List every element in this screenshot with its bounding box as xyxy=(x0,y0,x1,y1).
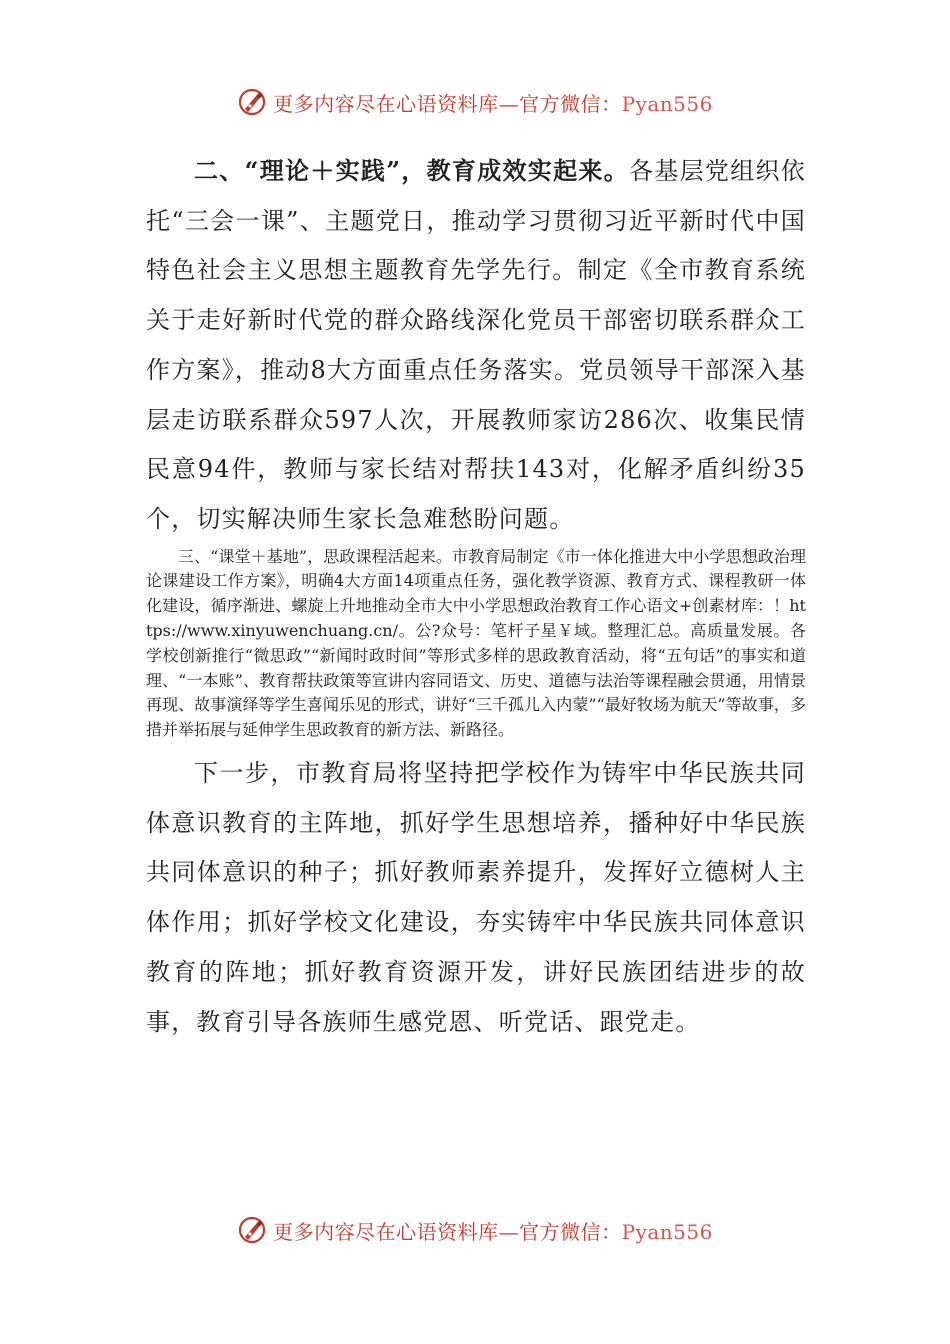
header-banner-cn: 更多内容尽在心语资料库—官方微信： xyxy=(273,91,622,116)
paragraph-body: 各基层党组织依托“三会一课”、主题党日，推动学习贯彻习近平新时代中国特色社会主义思想主题教育先学先行。制定《全市教育系统关于走好新时代党的群众路线深化党员干部密切联系群众工作方案》，推动8大方面重点任务落实。党员领导干部深入基层走访联系群众597人次，开展教师家访286次、收集民情民意94件，教师与家长结对帮扶143对，化解矛盾纠纷35个，切实解决师生家长急难愁盼问题。 xyxy=(146,157,806,533)
footer-banner xyxy=(0,1210,950,1250)
paragraph-lead-heading: 二、“理论＋实践”，教育成效实起来。 xyxy=(194,156,629,185)
header-banner-brand: Pyan556 xyxy=(621,91,713,116)
paragraph-next-step: 下一步，市教育局将坚持把学校作为铸牢中华民族共同体意识教育的主阵地，抓好学生思想培养，播种好中华民族共同体意识的种子；抓好教师素养提升，发挥好立德树人主体作用；抓好学校文化建设，夯实铸牢中华民族共同体意识教育的阵地；抓好教育资源开发，讲好民族团结进步的故事，教育引导各族师生感党恩、听党话、跟党走。 xyxy=(146,759,806,1036)
footer-banner-brand: Pyan556 xyxy=(621,1219,713,1244)
footer-banner-text xyxy=(273,1216,713,1245)
document-body xyxy=(146,146,806,1047)
header-banner-text xyxy=(273,88,713,117)
footer-banner-cn: 更多内容尽在心语资料库—官方微信： xyxy=(273,1219,622,1244)
pen-nib-circle-icon xyxy=(237,87,267,117)
paragraph-classroom-base: 三、“课堂＋基地”，思政课程活起来。市教育局制定《市一体化推进大中小学思想政治理论课建设工作方案》，明确4大方面14项重点任务，强化教学资源、教育方式、课程教研一体化建设，循序渐进、螺旋上升地推动全市大中小学思想政治教育工作心语文+创素材库：！https://www.xinyuwenchuang.cn/。公?众号：笔杆子星￥域。整理汇总。高质量发展。各学校创新推行“微思政”“新闻时政时间”等形式多样的思政教育活动，将“五句话”的事实和道理、“一本账”、教育帮扶政策等宣讲内容同语文、历史、道德与法治等课程融会贯通，用情景再现、故事演绎等学生喜闻乐见的形式，讲好“三千孤儿入内蒙”“最好牧场为航天”等故事，多措并举拓展与延伸学生思政教育的新方法、新路径。 xyxy=(146,546,806,740)
paragraph-theory-practice xyxy=(146,146,806,545)
pen-nib-circle-icon xyxy=(237,1215,267,1245)
header-banner xyxy=(0,82,950,122)
